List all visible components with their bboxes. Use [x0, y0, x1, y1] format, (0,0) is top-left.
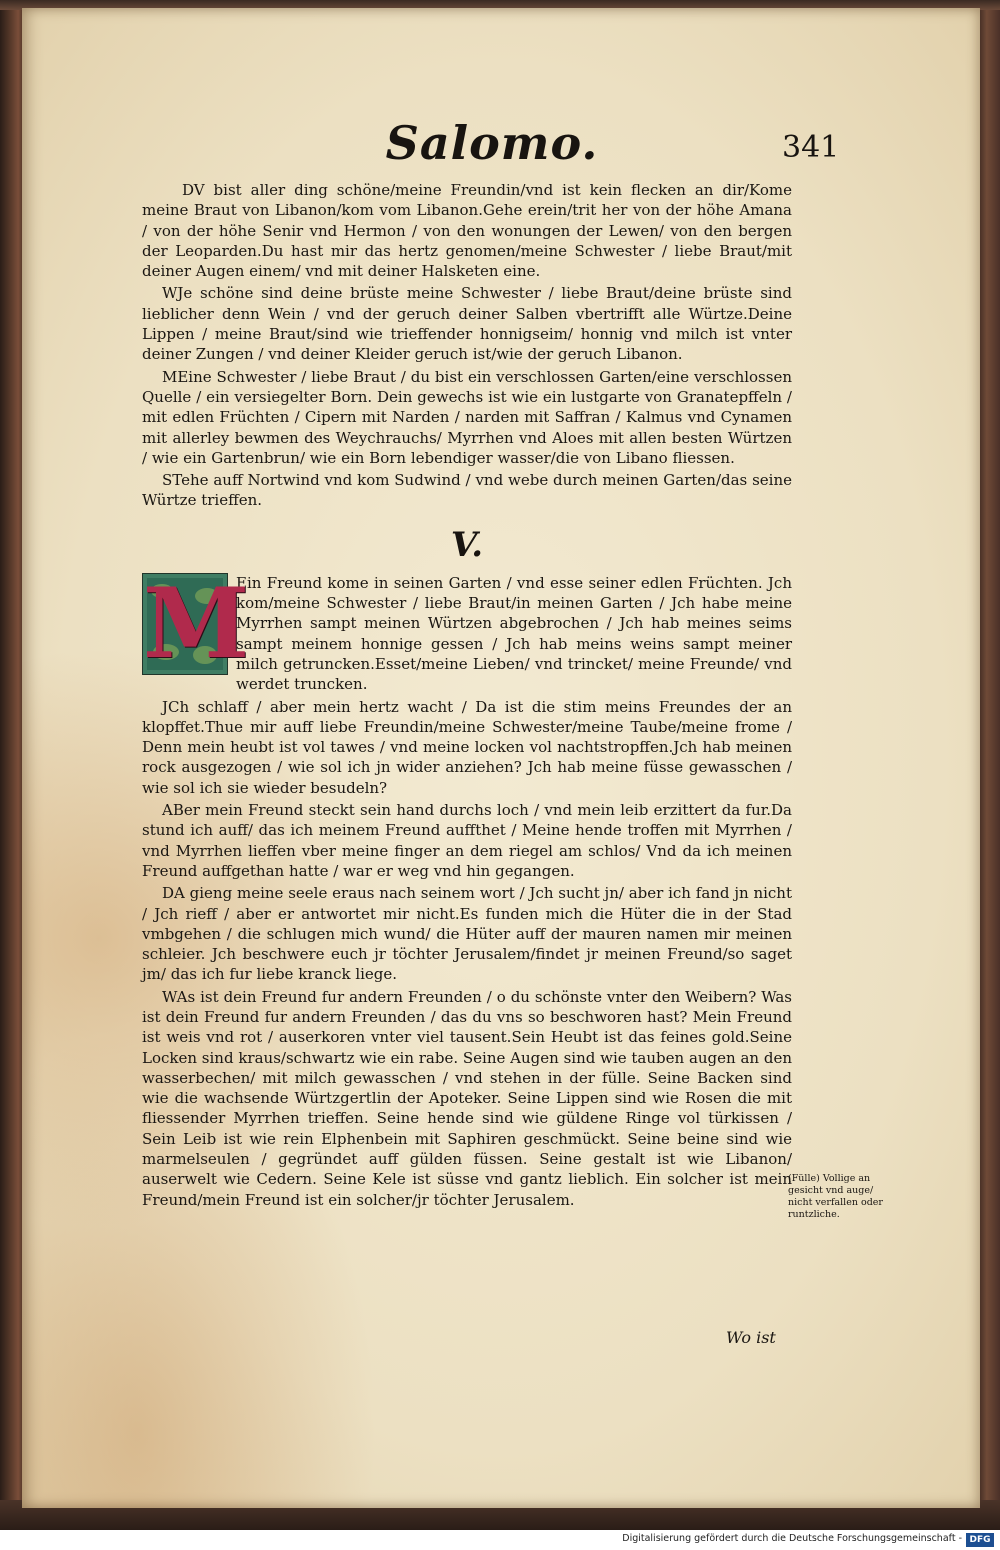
- paragraph: DV bist aller ding schöne/meine Freundin/vnd ist kein flecken an dir/Kome meine Braut von Libanon/kom vom Libanon.Gehe erein/trit her von der höhe Amana / von der höhe Senir vnd Hermon / von den wonungen der Lewen/ von den bergen der Leoparden.Du hast mir das hertz genomen/meine Schwester / liebe Braut/mit deiner Augen einem/ vnd mit deiner Halsketen eine.: [142, 181, 792, 281]
- paragraph: STehe auff Nortwind vnd kom Sudwind / vnd webe durch meinen Garten/das seine Würtze trieffen.: [142, 471, 792, 510]
- paragraph: WAs ist dein Freund fur andern Freunden / o du schönste vnter den Weibern? Was ist dein Freund fur andern Freunden / das du vns so beschworen hast? Mein Freund ist weis vnd rot / auserkoren vnter viel tausent.Sein Heubt ist das feines gold.Seine Locken sind kraus/schwartz wie ein rabe. Seine Augen sind wie tauben augen an den wasserbechen/ mit milch gewasschen / vnd stehen in der fülle. Seine Backen sind wie die wachsende Würtzgertlin der Apoteker. Seine Lippen sind wie Rosen die mit fliessender Myrrhen trieffen. Seine hende sind wie güldene Ringe vol türkissen / Sein Leib ist wie rein Elphenbein mit Saphiren geschmückt. Seine beine sind wie marmelseulen / gegründet auff gülden füssen. Seine gestalt ist wie Libanon/ auserwelt wie Cedern. Seine Kele ist süsse vnd gantz lieblich. Ein solcher ist mein Freund/mein Freund ist ein solcher/jr töchter Jerusalem.: [142, 987, 792, 1209]
- paragraph: JCh schlaff / aber mein hertz wacht / Da ist die stim meins Freundes der an klopffet.Thue mir auff liebe Freundin/meine Schwester/meine Taube/meine frome / Denn mein heubt ist vol tawes / vnd meine locken vol nachtstropffen.Jch hab meinen rock ausgezogen / wie sol ich jn wider anziehen? Jch hab meine füsse gewasschen / wie sol ich sie wieder besudeln?: [142, 697, 792, 797]
- body-text: [142, 180, 792, 1212]
- page-number: 341: [782, 130, 840, 165]
- decorated-initial: [142, 566, 250, 680]
- dfg-logo-icon: DFG: [966, 1533, 994, 1547]
- initial-letter: M: [143, 566, 250, 680]
- margin-note: (Fülle) Vollige an gesicht vnd auge/ nicht verfallen oder runtzliche.: [788, 1173, 883, 1220]
- catchword: Wo ist: [726, 1328, 776, 1347]
- paragraph: Ein Freund kome in seinen Garten / vnd esse seiner edlen Früchten. Jch kom/meine Schwester / liebe Braut/in meinen Garten / Jch habe meine Myrrhen sampt meinen Würtzen abgebrochen / Jch hab meines seims sampt meinem honnige gessen / Jch hab meins weins sampt meiner milch getruncken.Esset/meine Lieben/ vnd trincket/ meine Freunde/ vnd werdet truncken.: [236, 573, 792, 694]
- book-page: [22, 8, 980, 1508]
- paragraph: DA gieng meine seele eraus nach seinem wort / Jch sucht jn/ aber ich fand jn nicht / Jch rieff / aber er antwortet mir nicht.Es funden mich die Hüter die in der Stad vmbgehen / die schlugen mich wund/ die Hüter auff der mauren namen mir meinen schleier. Jch beschwere euch jr töchter Jerusalem/findet jr meinen Freund/so saget jm/ das ich fur liebe kranck liege.: [142, 884, 792, 984]
- paragraph: WJe schöne sind deine brüste meine Schwester / liebe Braut/deine brüste sind lieblicher denn Wein / vnd der geruch deiner Salben vbertrifft alle Würtze.Deine Lippen / meine Braut/sind wie trieffender honnigseim/ honnig vnd milch ist vnter deiner Zungen / vnd deiner Kleider geruch ist/wie der geruch Libanon.: [142, 284, 792, 364]
- paragraph: MEine Schwester / liebe Braut / du bist ein verschlossen Garten/eine verschlossen Quelle / ein versiegelter Born. Dein gewechs ist wie ein lustgarte von Granatepffeln / mit edlen Früchten / Cipern mit Narden / narden mit Saffran / Kalmus vnd Cynamen mit allerley bewmen des Weychrauchs/ Myrrhen vnd Aloes mit allen besten Würtzen / wie ein Gartenbrun/ wie ein Born lebendiger wasser/die von Libano fliessen.: [142, 367, 792, 467]
- paragraph: ABer mein Freund steckt sein hand durchs loch / vnd mein leib erzittert da fur.Da stund ich auff/ das ich meinem Freund auffthet / Meine hende troffen mit Myrrhen / vnd Myrrhen lieffen vber meine finger an dem riegel am schlos/ Vnd da ich meinen Freund auffgethan hatte / war er weg vnd hin gegangen.: [142, 801, 792, 880]
- running-head: [22, 116, 980, 176]
- book-edge-right: [978, 0, 1000, 1550]
- running-title: Salomo.: [385, 116, 599, 170]
- footer-credit-text: Digitalisierung gefördert durch die Deutsche Forschungsgemeinschaft -: [622, 1533, 962, 1544]
- footer-credit: [0, 1530, 1000, 1550]
- chapter-numeral: V.: [450, 524, 484, 565]
